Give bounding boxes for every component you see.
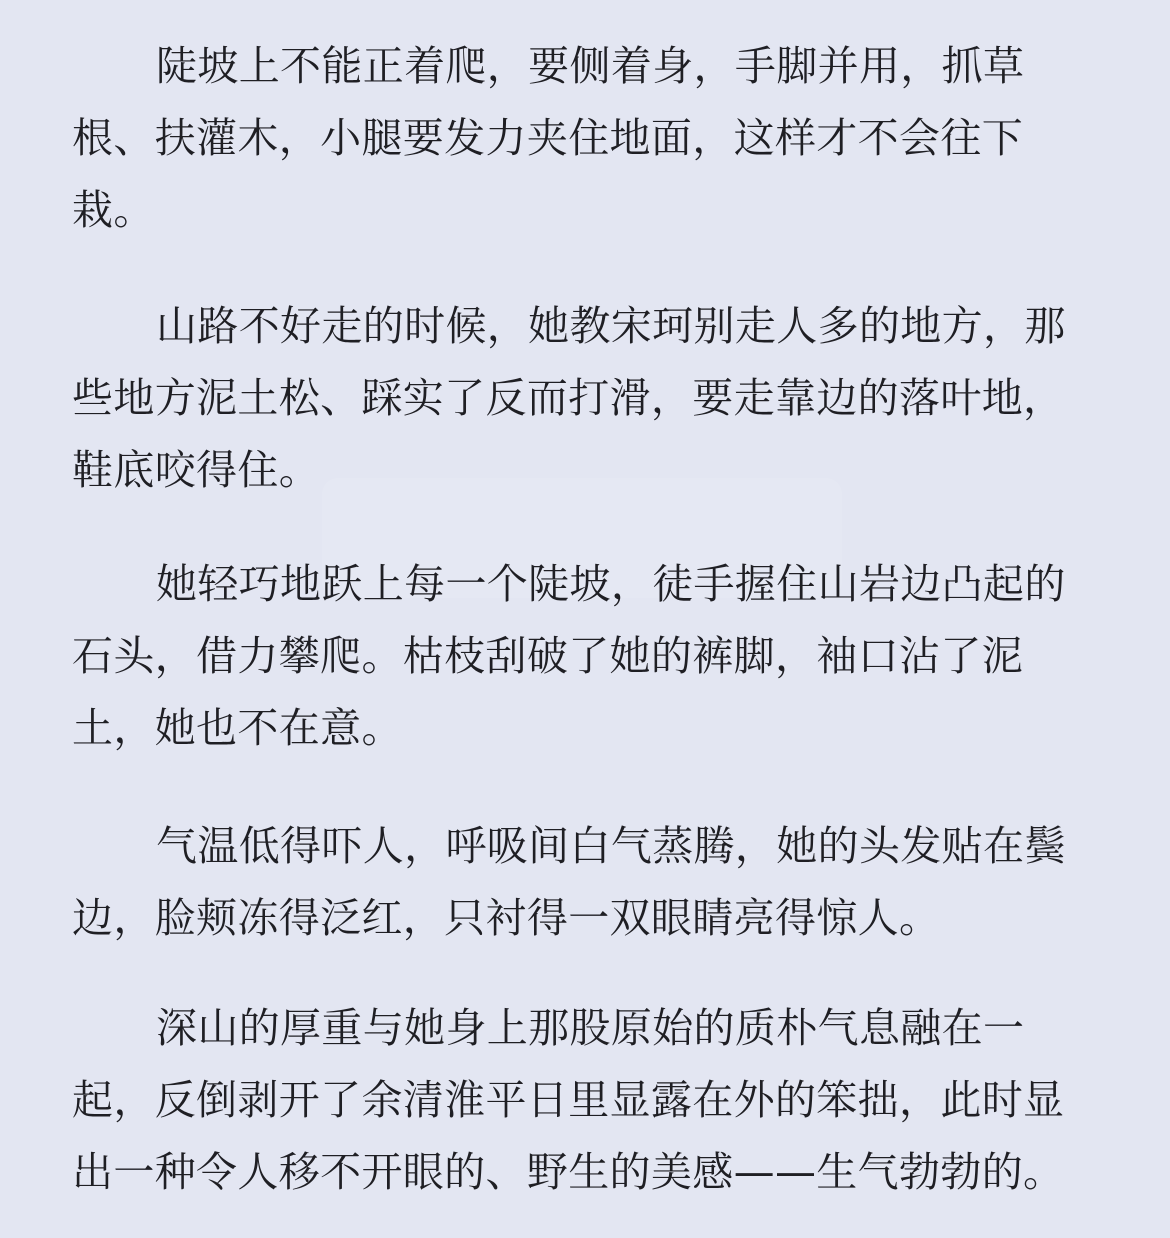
paragraph-line: 出一种令人移不开眼的、野生的美感——生气勃勃的。: [72, 1148, 1065, 1196]
paragraph: [72, 548, 1102, 764]
paragraph: [72, 290, 1102, 506]
paragraph: [72, 30, 1102, 246]
paragraph-line: 深山的厚重与她身上那股原始的质朴气息融在一: [156, 1004, 1025, 1052]
paragraph-line: 鞋底咬得住。: [72, 446, 321, 494]
paragraph-line: 些地方泥土松、踩实了反而打滑，要走靠边的落叶地，: [72, 374, 1065, 422]
paragraph-line: 石头，借力攀爬。枯枝刮破了她的裤脚，袖口沾了泥: [72, 632, 1024, 680]
paragraph-line: 山路不好走的时候，她教宋珂别走人多的地方，那: [156, 302, 1066, 350]
paragraph: [72, 810, 1102, 954]
paragraph-line: 土，她也不在意。: [72, 704, 403, 752]
paragraph-line: 气温低得吓人，呼吸间白气蒸腾，她的头发贴在鬓: [156, 822, 1066, 870]
paragraph-line: 边，脸颊冻得泛红，只衬得一双眼睛亮得惊人。: [72, 894, 941, 942]
paragraph-line: 陡坡上不能正着爬，要侧着身，手脚并用，抓草: [156, 42, 1025, 90]
paragraph-line: 起，反倒剥开了余清淮平日里显露在外的笨拙，此时显: [72, 1076, 1065, 1124]
paragraph: [72, 992, 1102, 1208]
paragraph-line: 栽。: [72, 186, 155, 234]
paragraph-line: 根、扶灌木，小腿要发力夹住地面，这样才不会往下: [72, 114, 1024, 162]
paragraph-line: 她轻巧地跃上每一个陡坡，徒手握住山岩边凸起的: [156, 560, 1066, 608]
